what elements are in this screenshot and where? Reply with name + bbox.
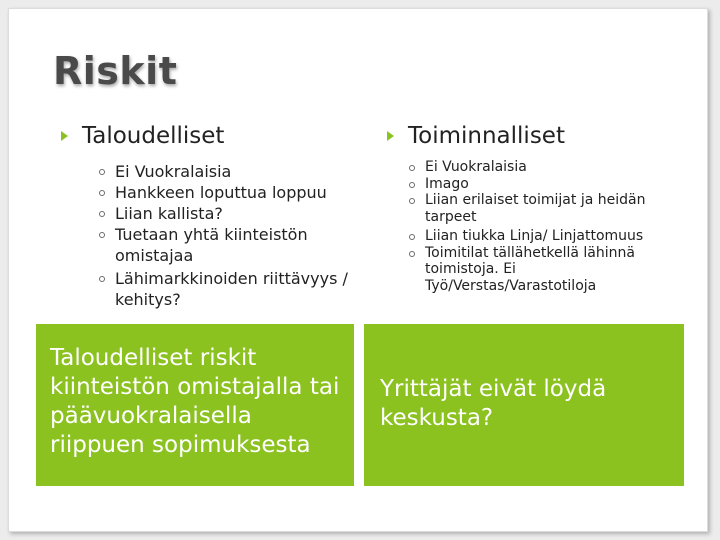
right-callout-text: Yrittäjät eivät löydä keskusta? — [380, 376, 607, 431]
right-heading-row — [387, 123, 687, 149]
slide-title: Riskit — [53, 49, 178, 93]
list-item: Ei Vuokralaisia — [99, 161, 361, 182]
right-callout-box — [364, 324, 684, 486]
bullet-arrow-icon — [387, 131, 394, 141]
list-item: Liian erilaiset toimijat ja heidän tarpeet — [409, 192, 687, 225]
left-heading-row — [61, 123, 361, 149]
bullet-arrow-icon — [61, 131, 68, 141]
list-item: Hankkeen loputtua loppuu — [99, 182, 361, 203]
list-item: Toimitilat tällähetkellä lähinnä toimistoja. Ei Työ/Verstas/Varastotiloja — [409, 245, 687, 295]
right-column — [387, 123, 687, 294]
list-item: Lähimarkkinoiden riittävyys / kehitys? — [99, 268, 361, 310]
right-heading: Toiminnalliset — [408, 123, 565, 149]
left-heading: Taloudelliset — [82, 123, 225, 149]
left-bullet-list — [99, 161, 361, 310]
list-item: Tuetaan yhtä kiinteistön omistajaa — [99, 224, 361, 266]
left-callout-box — [36, 324, 354, 486]
left-callout-text: Taloudelliset riskit kiinteistön omistajalla tai päävuokralaisella riippuen sopimuksesta — [50, 345, 340, 458]
list-item: Ei Vuokralaisia — [409, 159, 687, 176]
list-item: Liian tiukka Linja/ Linjattomuus — [409, 228, 687, 245]
list-item: Liian kallista? — [99, 203, 361, 224]
list-item: Imago — [409, 176, 687, 193]
left-column — [61, 123, 361, 310]
right-bullet-list — [409, 159, 687, 294]
